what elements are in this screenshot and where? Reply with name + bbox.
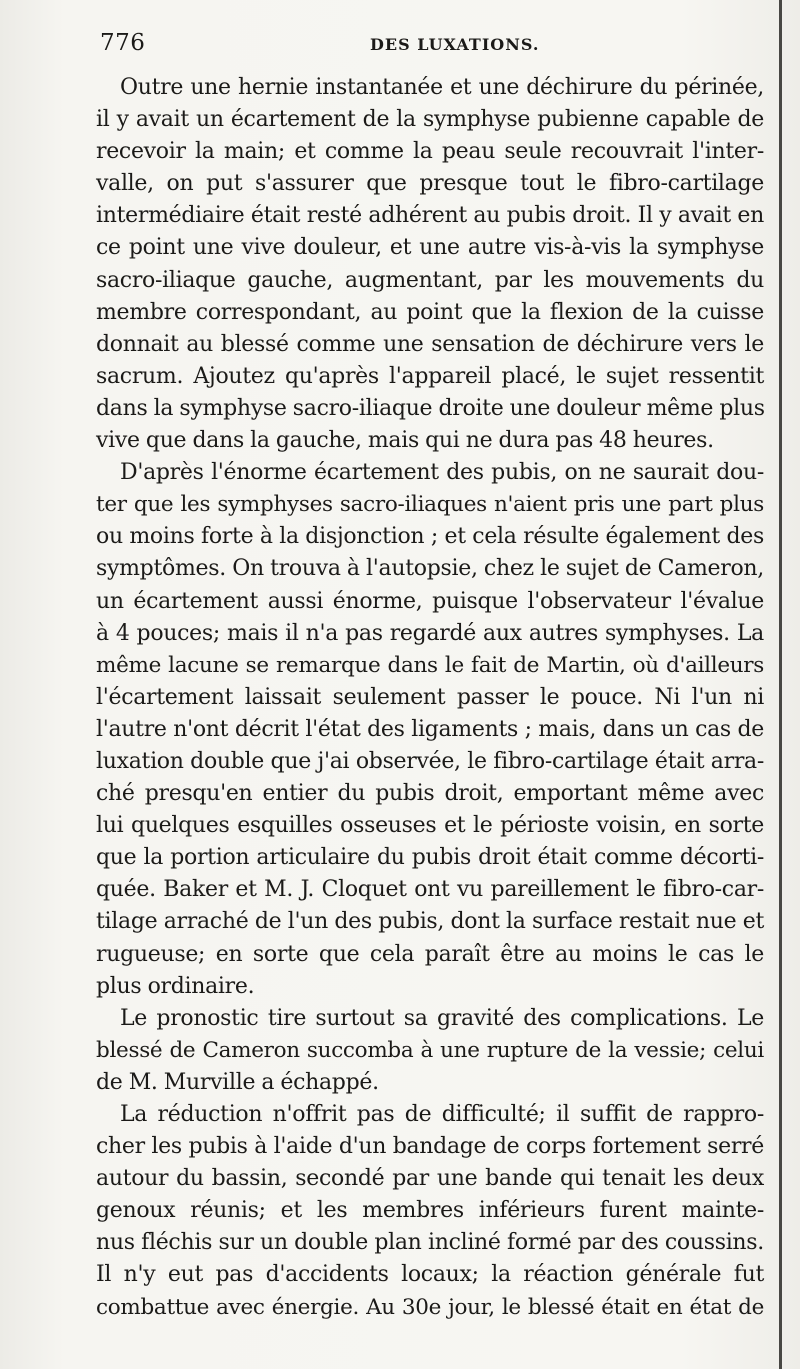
text-line: lui quelques esquilles osseuses et le périoste voisin, en sorte	[96, 813, 764, 839]
text-line: symptômes. On trouva à l'autopsie, chez le sujet de Cameron,	[96, 556, 764, 582]
text-line: rugueuse; en sorte que cela paraît être au moins le cas le	[96, 941, 764, 967]
text-line: luxation double que j'ai observée, le fibro-cartilage était arra-	[96, 748, 764, 774]
text-line: sacrum. Ajoutez qu'après l'appareil placé, le sujet ressentit	[96, 363, 764, 389]
text-line: recevoir la main; et comme la peau seule recouvrait l'inter-	[96, 139, 764, 165]
text-line: Le pronostic tire surtout sa gravité des complications. Le	[120, 1005, 764, 1031]
text-line: un écartement aussi énorme, puisque l'observateur l'évalue	[96, 588, 764, 614]
text-line: nus fléchis sur un double plan incliné formé par des coussins.	[96, 1230, 764, 1256]
text-line: D'après l'énorme écartement des pubis, on ne saurait dou-	[120, 460, 764, 486]
text-line: quée. Baker et M. J. Cloquet ont vu pareillement le fibro-car-	[96, 877, 764, 903]
text-line: même lacune se remarque dans le fait de Martin, où d'ailleurs	[96, 652, 764, 678]
body-text	[96, 72, 764, 1324]
text-line: il y avait un écartement de la symphyse pubienne capable de	[96, 107, 764, 133]
text-line: ce point une vive douleur, et une autre vis-à-vis la symphyse	[96, 235, 764, 261]
text-line: cher les pubis à l'aide d'un bandage de corps fortement serré	[96, 1134, 764, 1160]
page-number: 776	[100, 30, 146, 56]
text-line: plus ordinaire.	[96, 973, 255, 999]
text-line: l'autre n'ont décrit l'état des ligaments ; mais, dans un cas de	[96, 716, 764, 742]
text-line: sacro-iliaque gauche, augmentant, par les mouvements du	[96, 267, 764, 293]
text-line: tilage arraché de l'un des pubis, dont la surface restait nue et	[96, 909, 764, 935]
text-line: La réduction n'offrit pas de difficulté; il suffit de rappro-	[120, 1102, 764, 1127]
text-line: valle, on put s'assurer que presque tout le fibro-cartilage	[96, 171, 764, 197]
text-line: combattue avec énergie. Au 30e jour, le blessé était en état de	[96, 1294, 764, 1320]
page-edge-shadow	[779, 0, 782, 1369]
text-line: l'écartement laissait seulement passer le pouce. Ni l'un ni	[96, 684, 764, 710]
text-line: de M. Murville a échappé.	[96, 1069, 379, 1095]
text-line: membre correspondant, au point que la flexion de la cuisse	[96, 299, 764, 325]
text-line: donnait au blessé comme une sensation de déchirure vers le	[96, 331, 764, 357]
text-line: que la portion articulaire du pubis droit était comme décorti-	[96, 845, 764, 871]
text-line: genoux réunis; et les membres inférieurs furent mainte-	[96, 1198, 764, 1224]
text-line: vive que dans la gauche, mais qui ne dura pas 48 heures.	[96, 428, 714, 454]
text-line: Il n'y eut pas d'accidents locaux; la réaction générale fut	[96, 1262, 764, 1288]
text-line: blessé de Cameron succomba à une rupture de la vessie; celui	[96, 1037, 764, 1063]
text-line: autour du bassin, secondé par une bande qui tenait les deux	[96, 1166, 764, 1192]
text-line: dans la symphyse sacro-iliaque droite une douleur même plus	[96, 395, 765, 421]
page-header	[100, 30, 760, 66]
running-head: DES LUXATIONS.	[370, 35, 540, 54]
text-line: à 4 pouces; mais il n'a pas regardé aux autres symphyses. La	[96, 620, 764, 646]
text-line: ter que les symphyses sacro-iliaques n'aient pris une part plus	[96, 492, 764, 518]
text-line: ché presqu'en entier du pubis droit, emportant même avec	[96, 781, 764, 807]
text-line: ou moins forte à la disjonction ; et cela résulte également des	[96, 524, 764, 550]
text-line: intermédiaire était resté adhérent au pubis droit. Il y avait en	[96, 203, 764, 229]
text-line: Outre une hernie instantanée et une déchirure du périnée,	[120, 75, 764, 100]
